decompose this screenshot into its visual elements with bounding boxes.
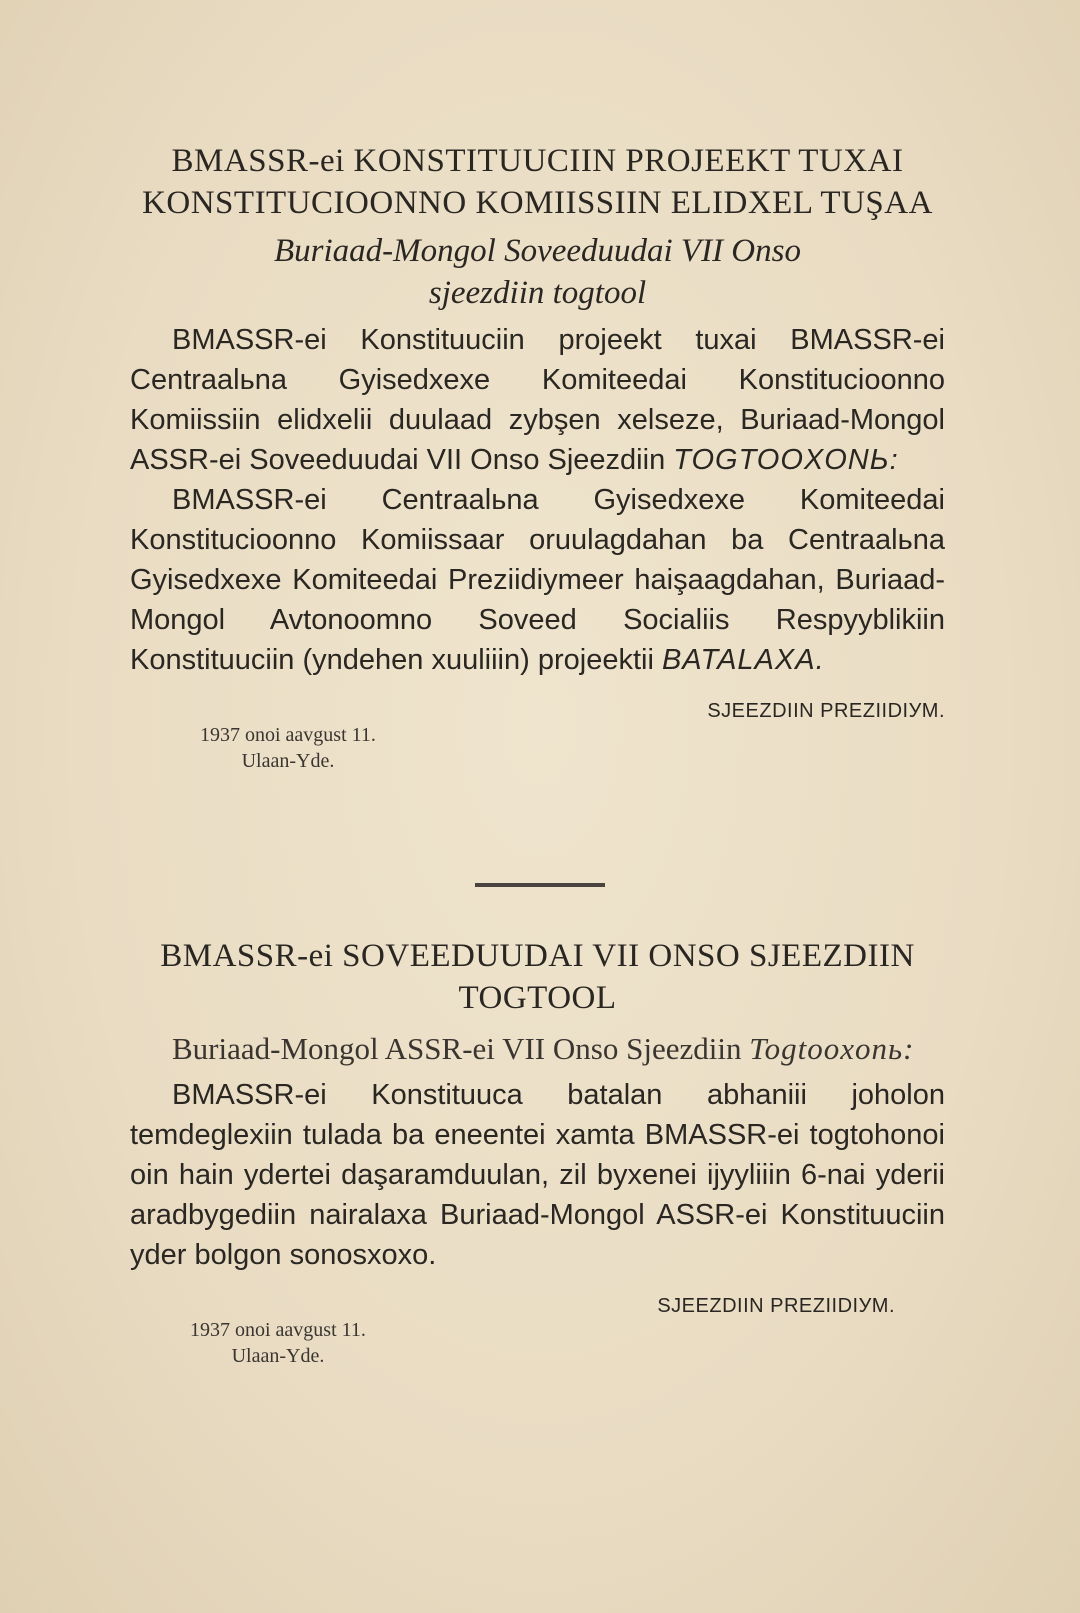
section2-presidium-signature: SJEEZDIIN PREZIIDIУM. bbox=[657, 1295, 895, 1317]
section1-subtitle-line1: Buriaad-Mongol Soveeduudai VII Onso bbox=[274, 233, 801, 269]
section1-signoff bbox=[130, 700, 945, 790]
section-congress-resolution bbox=[130, 935, 945, 1385]
section2-paragraph: BMASSR-ei Konstituuca batalan abhaniii joholon temdeglexiin tulada ba eneentei xamta BMASSR-ei togtohonoi oin hain ydertei daşaramduulan, zil byxenei ijyyliiin 6-nai yderii aradbygediin nairalaxa Buriaad-Mongol ASSR-ei Konstituuciin yder bolgon sonosxoxo. bbox=[130, 1079, 945, 1271]
section2-intro-text: Buriaad-Mongol ASSR-ei VII Onso Sjeezdiin bbox=[172, 1031, 742, 1066]
section1-paragraph2 bbox=[130, 480, 945, 680]
section1-date-place bbox=[200, 722, 376, 774]
section2-place: Ulaan-Yde. bbox=[231, 1345, 325, 1367]
section1-paragraph2-emphasis: BATALAXA. bbox=[661, 644, 825, 676]
section1-heading-line1: BMASSR-ei KONSTITUUCIIN PROJEEKT TUXAI bbox=[171, 143, 904, 179]
section2-heading-line2: TOGTOOL bbox=[458, 980, 617, 1016]
section2-date-place bbox=[190, 1317, 366, 1369]
section1-presidium-signature: SJEEZDIIN PREZIIDIУM. bbox=[707, 700, 945, 722]
section-divider bbox=[475, 883, 605, 887]
section2-intro-emphasis: Togtooxonь: bbox=[749, 1031, 915, 1066]
section2-intro bbox=[130, 1029, 945, 1069]
section1-heading-line2: KONSTITUCIOONNO KOMIISSIIN ELIDXEL TUŞAA bbox=[142, 185, 933, 221]
section2-date: 1937 onoi aavgust 11. bbox=[190, 1319, 366, 1341]
section2-heading-line1: BMASSR-ei SOVEEDUUDAI VII ONSO SJEEZDIIN bbox=[160, 938, 915, 974]
section1-paragraph2-text: BMASSR-ei Centraalьna Gyisedxexe Komiteedai Konstitucioonno Komiissaar oruulagdahan ba Centraalьna Gyisedxexe Komiteedai Preziidiymeer haişaagdahan, Buriaad-Mongol Avtonoomno Soveed Socialiis Respyyblikiin Konstituuciin (yndehen xuuliiin) projeektii bbox=[130, 484, 945, 676]
section1-paragraph1 bbox=[130, 320, 945, 480]
section1-place: Ulaan-Yde. bbox=[241, 750, 335, 772]
section1-date: 1937 onoi aavgust 11. bbox=[200, 724, 376, 746]
section1-paragraph1-emphasis: TOGTOOXONЬ: bbox=[673, 444, 899, 476]
section1-subtitle-line2: sjeezdiin togtool bbox=[428, 275, 647, 311]
section-constitution-project bbox=[130, 140, 945, 790]
section2-signoff bbox=[130, 1295, 945, 1385]
section1-paragraph1-text: BMASSR-ei Konstituuciin projeekt tuxai BMASSR-ei Centraalьna Gyisedxexe Komiteedai Konstitucioonno Komiissiin elidxelii duulaad zybşen xelseze, Buriaad-Mongol ASSR-ei Soveeduudai VII Onso Sjeezdiin bbox=[130, 324, 945, 476]
